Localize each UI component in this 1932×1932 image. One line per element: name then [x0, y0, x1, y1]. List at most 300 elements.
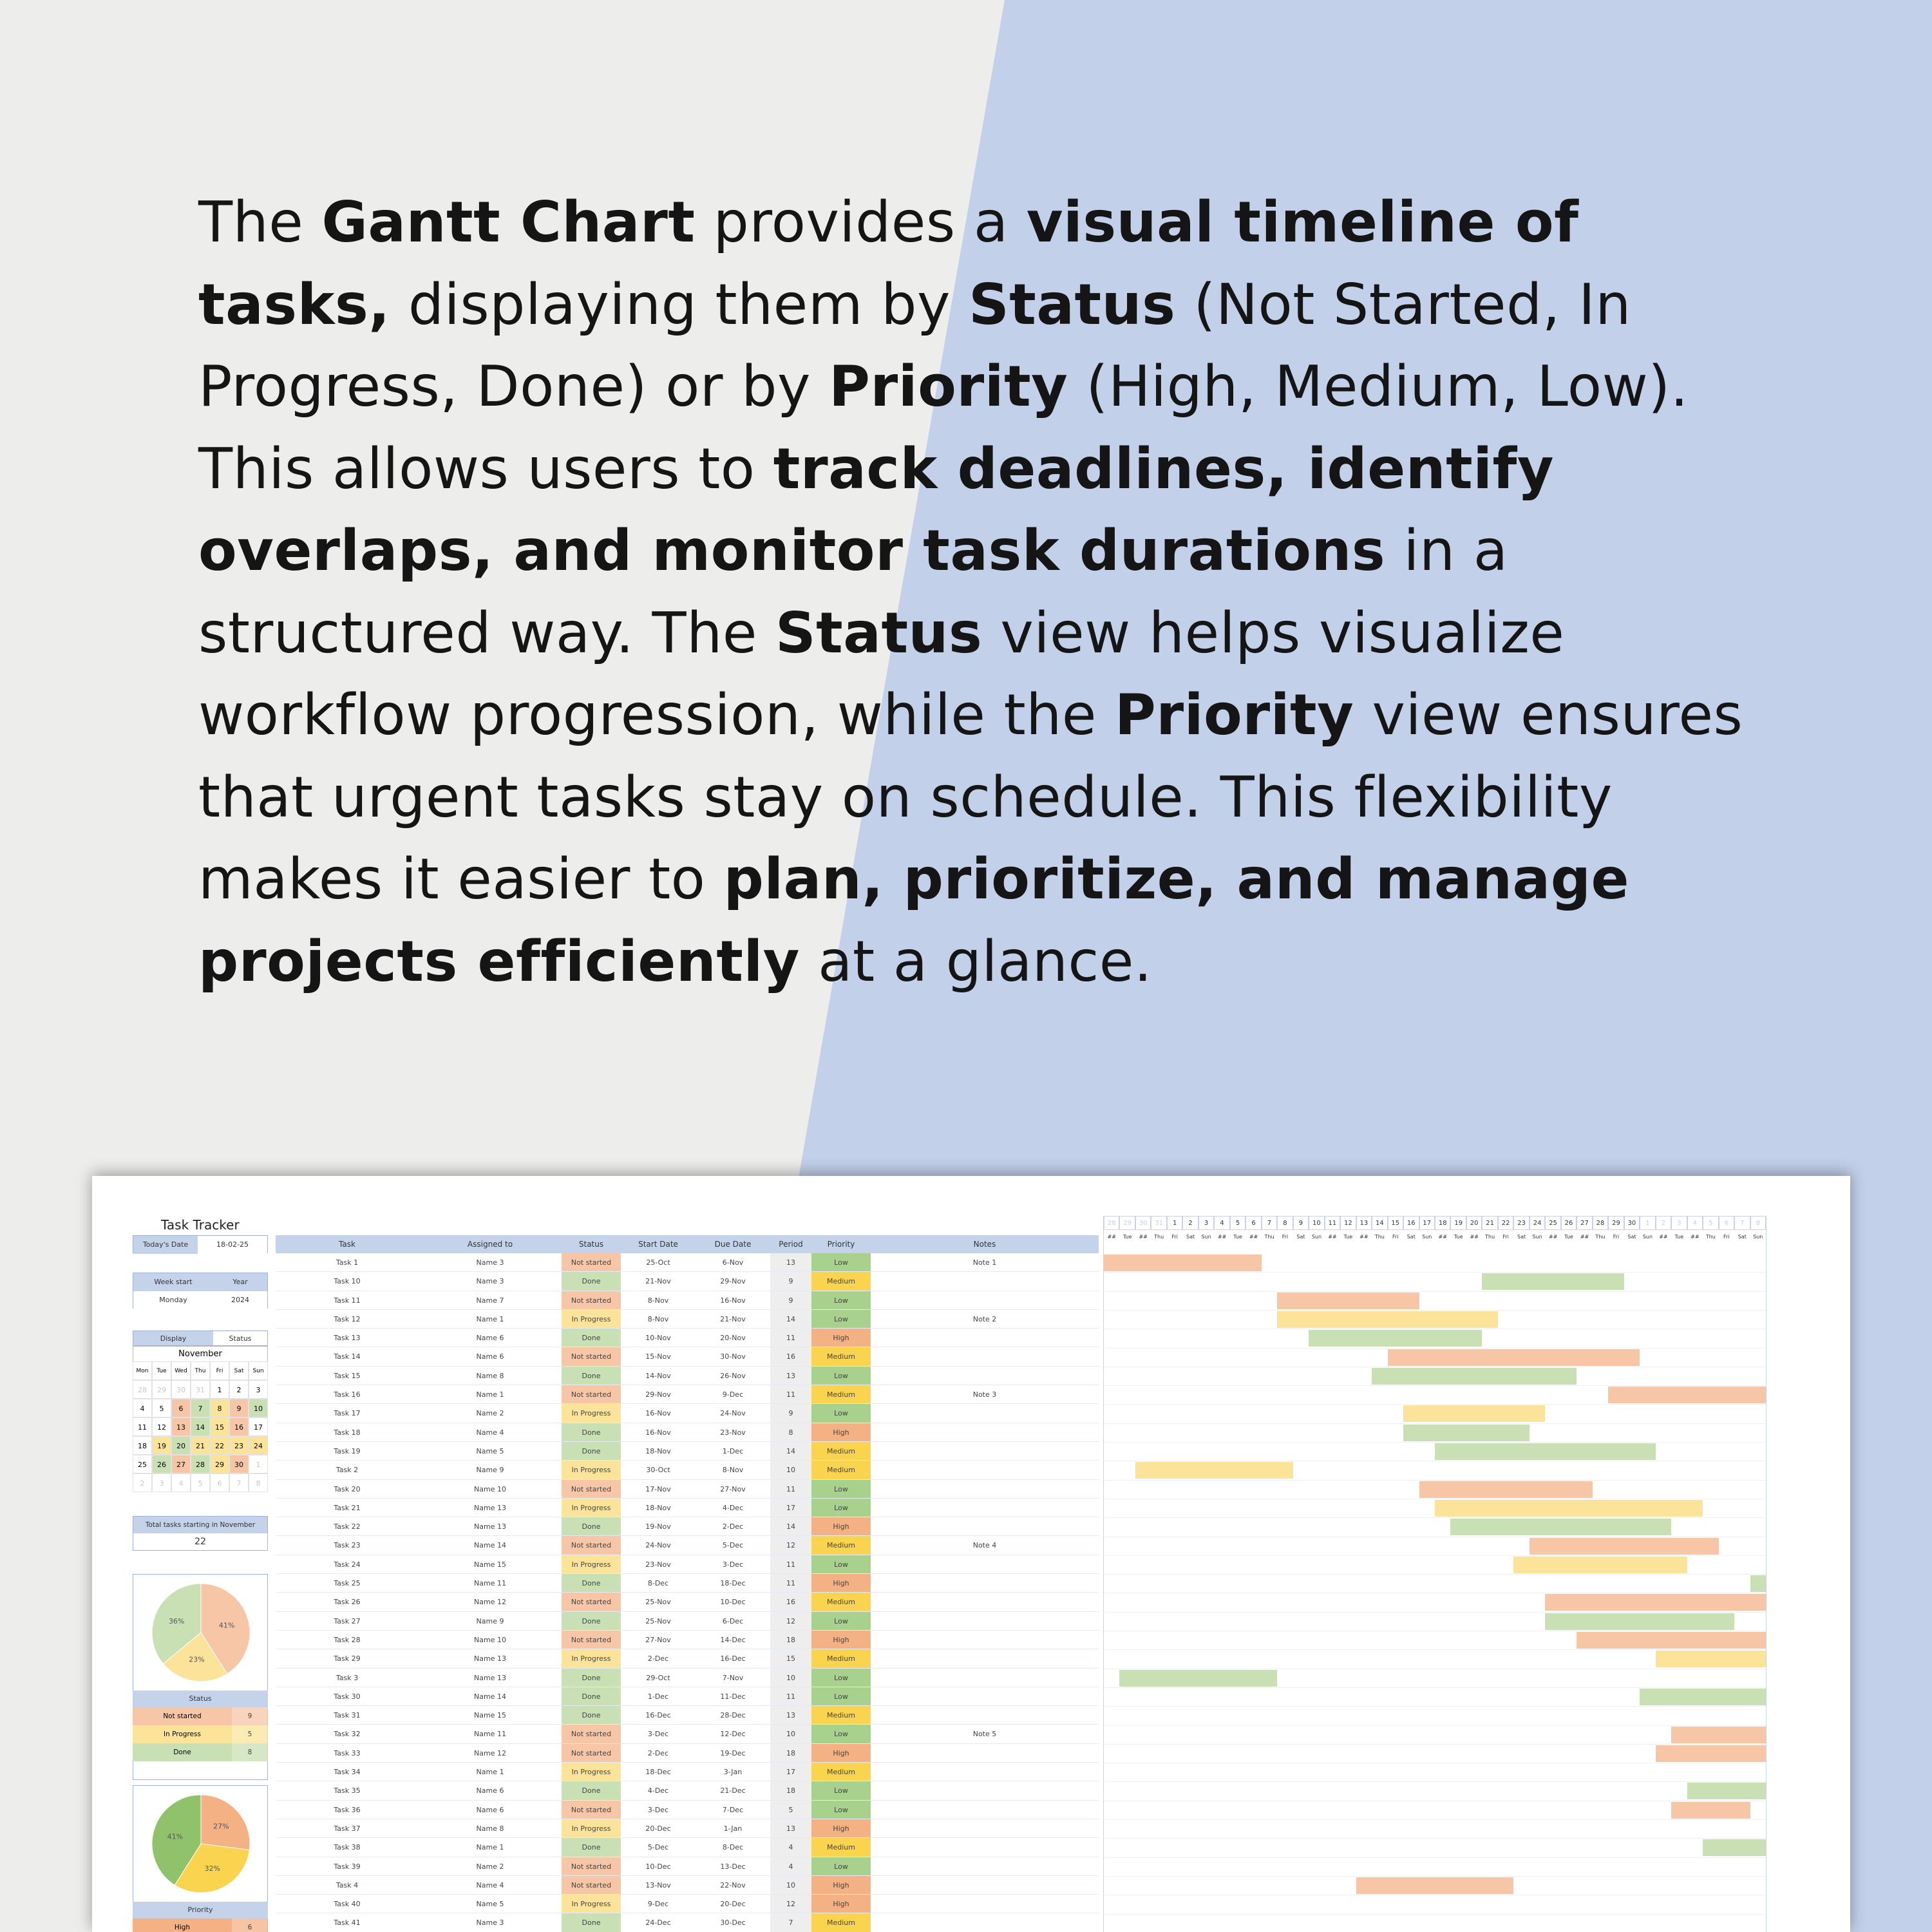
notes-cell[interactable]: Note 1 [972, 1258, 997, 1267]
gantt-bar[interactable] [1656, 1745, 1766, 1762]
due-date-cell[interactable]: 30-Dec [720, 1918, 746, 1927]
assigned-cell[interactable]: Name 10 [474, 1484, 506, 1493]
calendar-day[interactable]: 21 [191, 1436, 210, 1455]
task-cell[interactable]: Task 18 [334, 1428, 361, 1437]
priority-cell[interactable]: Low [811, 1781, 871, 1799]
due-date-cell[interactable]: 19-Dec [720, 1748, 746, 1757]
gantt-bar[interactable] [1119, 1670, 1277, 1687]
priority-cell[interactable]: High [811, 1819, 871, 1837]
start-date-cell[interactable]: 16-Nov [645, 1409, 671, 1418]
priority-cell[interactable]: Medium [811, 1593, 871, 1611]
calendar-day[interactable]: 16 [229, 1417, 249, 1436]
notes-cell[interactable]: Note 2 [972, 1314, 997, 1323]
calendar-day[interactable]: 31 [191, 1380, 210, 1399]
table-row[interactable] [276, 1310, 1099, 1329]
status-cell[interactable]: Done [562, 1517, 621, 1535]
calendar-day[interactable]: 1 [210, 1380, 229, 1399]
task-cell[interactable]: Task 19 [334, 1446, 361, 1455]
assigned-cell[interactable]: Name 14 [474, 1541, 506, 1550]
calendar-day[interactable]: 29 [152, 1380, 171, 1399]
notes-cell[interactable] [871, 1612, 1099, 1630]
notes-cell[interactable] [871, 1272, 1099, 1290]
assigned-cell[interactable]: Name 1 [476, 1843, 504, 1852]
assigned-cell[interactable]: Name 2 [476, 1409, 504, 1418]
period-cell[interactable]: 18 [770, 1744, 811, 1762]
status-cell[interactable]: In Progress [562, 1555, 621, 1573]
start-date-cell[interactable]: 4-Dec [647, 1786, 669, 1795]
due-date-cell[interactable]: 6-Nov [722, 1258, 744, 1267]
calendar-day[interactable]: 7 [191, 1399, 210, 1417]
table-row[interactable] [276, 1876, 1099, 1895]
priority-cell[interactable]: Medium [811, 1385, 871, 1403]
assigned-cell[interactable]: Name 7 [476, 1296, 504, 1305]
status-cell[interactable]: In Progress [562, 1404, 621, 1422]
calendar-day[interactable]: 10 [249, 1399, 268, 1417]
notes-cell[interactable] [871, 1781, 1099, 1799]
status-cell[interactable]: Not started [562, 1631, 621, 1649]
status-cell[interactable]: Not started [562, 1744, 621, 1762]
table-row[interactable] [276, 1574, 1099, 1593]
status-cell[interactable]: Not started [562, 1536, 621, 1554]
calendar-day[interactable]: 5 [191, 1473, 210, 1492]
status-cell[interactable]: Done [562, 1706, 621, 1724]
period-cell[interactable]: 4 [770, 1857, 811, 1875]
status-cell[interactable]: Done [562, 1442, 621, 1460]
table-row[interactable] [276, 1857, 1099, 1876]
display-select[interactable]: Status [213, 1331, 267, 1345]
task-cell[interactable]: Task 16 [334, 1390, 361, 1399]
status-cell[interactable]: Not started [562, 1593, 621, 1611]
table-row[interactable] [276, 1781, 1099, 1800]
calendar-day[interactable]: 11 [133, 1417, 152, 1436]
period-cell[interactable]: 13 [770, 1706, 811, 1724]
notes-cell[interactable] [871, 1895, 1099, 1913]
calendar-day[interactable]: 7 [229, 1473, 249, 1492]
calendar-day[interactable]: 24 [249, 1436, 268, 1455]
table-row[interactable] [276, 1669, 1099, 1687]
calendar-day[interactable]: 12 [152, 1417, 171, 1436]
period-cell[interactable]: 10 [770, 1669, 811, 1687]
due-date-cell[interactable]: 18-Dec [720, 1579, 746, 1588]
priority-cell[interactable]: High [811, 1876, 871, 1894]
priority-cell[interactable]: Low [811, 1499, 871, 1517]
gantt-bar[interactable] [1640, 1689, 1766, 1705]
status-cell[interactable]: In Progress [562, 1310, 621, 1328]
priority-cell[interactable]: Low [811, 1291, 871, 1309]
task-cell[interactable]: Task 22 [334, 1522, 361, 1531]
task-cell[interactable]: Task 3 [336, 1673, 359, 1682]
notes-cell[interactable] [871, 1517, 1099, 1535]
assigned-cell[interactable]: Name 8 [476, 1371, 504, 1380]
assigned-cell[interactable]: Name 1 [476, 1390, 504, 1399]
table-row[interactable] [276, 1367, 1099, 1385]
period-cell[interactable]: 13 [770, 1253, 811, 1271]
start-date-cell[interactable]: 17-Nov [645, 1484, 671, 1493]
calendar-day[interactable]: 3 [249, 1380, 268, 1399]
gantt-bar[interactable] [1656, 1651, 1766, 1667]
notes-cell[interactable] [871, 1442, 1099, 1460]
table-row[interactable] [276, 1725, 1099, 1743]
gantt-bar[interactable] [1419, 1481, 1593, 1498]
task-cell[interactable]: Task 38 [334, 1843, 361, 1852]
status-cell[interactable]: Not started [562, 1291, 621, 1309]
period-cell[interactable]: 10 [770, 1725, 811, 1743]
status-cell[interactable]: In Progress [562, 1499, 621, 1517]
assigned-cell[interactable]: Name 6 [476, 1334, 504, 1343]
calendar-day[interactable]: 29 [210, 1455, 229, 1473]
calendar-day[interactable]: 23 [229, 1436, 249, 1455]
calendar-day[interactable]: 13 [171, 1417, 191, 1436]
table-row[interactable] [276, 1649, 1099, 1668]
status-cell[interactable]: Not started [562, 1385, 621, 1403]
due-date-cell[interactable]: 2-Dec [722, 1522, 744, 1531]
priority-cell[interactable]: Low [811, 1253, 871, 1271]
table-row[interactable] [276, 1706, 1099, 1725]
gantt-bar[interactable] [1545, 1594, 1766, 1611]
period-cell[interactable]: 9 [770, 1291, 811, 1309]
status-cell[interactable]: Not started [562, 1347, 621, 1365]
calendar-day[interactable]: 27 [171, 1455, 191, 1473]
due-date-cell[interactable]: 16-Dec [720, 1654, 746, 1663]
assigned-cell[interactable]: Name 4 [476, 1880, 504, 1889]
task-cell[interactable]: Task 37 [334, 1824, 361, 1833]
due-date-cell[interactable]: 6-Dec [722, 1616, 744, 1625]
period-cell[interactable]: 14 [770, 1442, 811, 1460]
assigned-cell[interactable]: Name 2 [476, 1862, 504, 1871]
table-row[interactable] [276, 1631, 1099, 1649]
start-date-cell[interactable]: 3-Dec [647, 1730, 669, 1739]
priority-cell[interactable]: Low [811, 1687, 871, 1705]
start-date-cell[interactable]: 10-Dec [645, 1862, 671, 1871]
notes-cell[interactable] [871, 1499, 1099, 1517]
due-date-cell[interactable]: 3-Dec [722, 1560, 744, 1569]
notes-cell[interactable] [871, 1347, 1099, 1365]
calendar-day[interactable]: 8 [249, 1473, 268, 1492]
period-cell[interactable]: 12 [770, 1895, 811, 1913]
priority-cell[interactable]: Medium [811, 1272, 871, 1290]
table-row[interactable] [276, 1536, 1099, 1555]
period-cell[interactable]: 9 [770, 1404, 811, 1422]
period-cell[interactable]: 11 [770, 1555, 811, 1573]
notes-cell[interactable] [871, 1574, 1099, 1592]
week-start-select[interactable]: Monday [133, 1291, 213, 1309]
assigned-cell[interactable]: Name 4 [476, 1428, 504, 1437]
table-row[interactable] [276, 1895, 1099, 1913]
task-cell[interactable]: Task 12 [334, 1314, 361, 1323]
start-date-cell[interactable]: 15-Nov [645, 1352, 671, 1361]
gantt-bar[interactable] [1277, 1311, 1498, 1328]
period-cell[interactable]: 18 [770, 1631, 811, 1649]
start-date-cell[interactable]: 10-Nov [645, 1334, 671, 1343]
period-cell[interactable]: 14 [770, 1517, 811, 1535]
table-row[interactable] [276, 1442, 1099, 1461]
notes-cell[interactable] [871, 1329, 1099, 1347]
task-cell[interactable]: Task 41 [334, 1918, 361, 1927]
table-row[interactable] [276, 1801, 1099, 1819]
calendar-day[interactable]: 3 [152, 1473, 171, 1492]
calendar-day[interactable]: 18 [133, 1436, 152, 1455]
gantt-bar[interactable] [1435, 1443, 1656, 1460]
gantt-bar[interactable] [1545, 1613, 1734, 1630]
period-cell[interactable]: 7 [770, 1913, 811, 1931]
notes-cell[interactable] [871, 1593, 1099, 1611]
status-cell[interactable]: Done [562, 1687, 621, 1705]
assigned-cell[interactable]: Name 9 [476, 1616, 504, 1625]
assigned-cell[interactable]: Name 5 [476, 1446, 504, 1455]
start-date-cell[interactable]: 16-Dec [645, 1711, 671, 1720]
table-row[interactable] [276, 1517, 1099, 1536]
calendar-day[interactable]: 14 [191, 1417, 210, 1436]
task-cell[interactable]: Task 35 [334, 1786, 361, 1795]
period-cell[interactable]: 11 [770, 1385, 811, 1403]
todays-date-value[interactable]: 18-02-25 [198, 1236, 267, 1254]
task-cell[interactable]: Task 39 [334, 1862, 361, 1871]
due-date-cell[interactable]: 5-Dec [722, 1541, 744, 1550]
priority-cell[interactable]: Low [811, 1555, 871, 1573]
priority-cell[interactable]: High [811, 1744, 871, 1762]
priority-cell[interactable]: Low [811, 1310, 871, 1328]
period-cell[interactable]: 18 [770, 1781, 811, 1799]
calendar-day[interactable]: 4 [171, 1473, 191, 1492]
due-date-cell[interactable]: 1-Dec [722, 1446, 744, 1455]
status-cell[interactable]: In Progress [562, 1819, 621, 1837]
due-date-cell[interactable]: 4-Dec [722, 1503, 744, 1512]
notes-cell[interactable] [871, 1819, 1099, 1837]
calendar-day[interactable]: 28 [133, 1380, 152, 1399]
due-date-cell[interactable]: 16-Nov [720, 1296, 746, 1305]
start-date-cell[interactable]: 8-Nov [647, 1314, 669, 1323]
period-cell[interactable]: 13 [770, 1819, 811, 1837]
priority-cell[interactable]: Medium [811, 1536, 871, 1554]
status-cell[interactable]: Not started [562, 1480, 621, 1498]
task-cell[interactable]: Task 4 [336, 1880, 359, 1889]
table-row[interactable] [276, 1385, 1099, 1404]
calendar-day[interactable]: 19 [152, 1436, 171, 1455]
status-cell[interactable]: In Progress [562, 1461, 621, 1479]
assigned-cell[interactable]: Name 15 [474, 1560, 506, 1569]
start-date-cell[interactable]: 3-Dec [647, 1805, 669, 1814]
gantt-bar[interactable] [1435, 1500, 1703, 1517]
due-date-cell[interactable]: 7-Nov [722, 1673, 744, 1682]
notes-cell[interactable] [871, 1649, 1099, 1667]
assigned-cell[interactable]: Name 13 [474, 1654, 506, 1663]
assigned-cell[interactable]: Name 1 [476, 1314, 504, 1323]
period-cell[interactable]: 10 [770, 1876, 811, 1894]
due-date-cell[interactable]: 23-Nov [720, 1428, 746, 1437]
table-row[interactable] [276, 1819, 1099, 1838]
gantt-bar[interactable] [1703, 1839, 1766, 1856]
start-date-cell[interactable]: 2-Dec [647, 1748, 669, 1757]
due-date-cell[interactable]: 29-Nov [720, 1277, 746, 1286]
task-cell[interactable]: Task 26 [334, 1598, 361, 1607]
due-date-cell[interactable]: 28-Dec [720, 1711, 746, 1720]
calendar-day[interactable]: 6 [210, 1473, 229, 1492]
assigned-cell[interactable]: Name 13 [474, 1522, 506, 1531]
period-cell[interactable]: 11 [770, 1480, 811, 1498]
assigned-cell[interactable]: Name 1 [476, 1768, 504, 1777]
assigned-cell[interactable]: Name 15 [474, 1711, 506, 1720]
priority-cell[interactable]: Low [811, 1669, 871, 1687]
assigned-cell[interactable]: Name 12 [474, 1598, 506, 1607]
status-cell[interactable]: Not started [562, 1253, 621, 1271]
priority-cell[interactable]: Medium [811, 1706, 871, 1724]
table-row[interactable] [276, 1838, 1099, 1857]
assigned-cell[interactable]: Name 3 [476, 1918, 504, 1927]
task-cell[interactable]: Task 13 [334, 1334, 361, 1343]
assigned-cell[interactable]: Name 6 [476, 1786, 504, 1795]
due-date-cell[interactable]: 12-Dec [720, 1730, 746, 1739]
table-row[interactable] [276, 1913, 1099, 1932]
priority-cell[interactable]: Low [811, 1612, 871, 1630]
priority-cell[interactable]: Medium [811, 1347, 871, 1365]
gantt-bar[interactable] [1608, 1387, 1766, 1403]
calendar-day[interactable]: 26 [152, 1455, 171, 1473]
gantt-bar[interactable] [1687, 1783, 1766, 1799]
table-row[interactable] [276, 1461, 1099, 1479]
status-cell[interactable]: Done [562, 1781, 621, 1799]
priority-cell[interactable]: Low [811, 1801, 871, 1819]
priority-cell[interactable]: High [811, 1574, 871, 1592]
notes-cell[interactable] [871, 1801, 1099, 1819]
start-date-cell[interactable]: 5-Dec [647, 1843, 669, 1852]
period-cell[interactable]: 11 [770, 1574, 811, 1592]
notes-cell[interactable] [871, 1706, 1099, 1724]
task-cell[interactable]: Task 36 [334, 1805, 361, 1814]
due-date-cell[interactable]: 11-Dec [720, 1692, 746, 1701]
calendar-day[interactable]: 4 [133, 1399, 152, 1417]
due-date-cell[interactable]: 24-Nov [720, 1409, 746, 1418]
gantt-bar[interactable] [1671, 1727, 1766, 1743]
period-cell[interactable]: 14 [770, 1310, 811, 1328]
table-row[interactable] [276, 1272, 1099, 1291]
start-date-cell[interactable]: 21-Nov [645, 1277, 671, 1286]
gantt-bar[interactable] [1450, 1519, 1671, 1535]
gantt-bar[interactable] [1135, 1462, 1293, 1479]
status-cell[interactable]: Done [562, 1669, 621, 1687]
period-cell[interactable]: 16 [770, 1593, 811, 1611]
due-date-cell[interactable]: 21-Nov [720, 1314, 746, 1323]
period-cell[interactable]: 13 [770, 1367, 811, 1385]
task-cell[interactable]: Task 24 [334, 1560, 361, 1569]
calendar-day[interactable]: 22 [210, 1436, 229, 1455]
period-cell[interactable]: 10 [770, 1461, 811, 1479]
gantt-bar[interactable] [1356, 1877, 1514, 1894]
assigned-cell[interactable]: Name 12 [474, 1748, 506, 1757]
due-date-cell[interactable]: 20-Dec [720, 1900, 746, 1909]
period-cell[interactable]: 5 [770, 1801, 811, 1819]
start-date-cell[interactable]: 29-Oct [646, 1673, 670, 1682]
period-cell[interactable]: 11 [770, 1329, 811, 1347]
assigned-cell[interactable]: Name 13 [474, 1673, 506, 1682]
calendar-day[interactable]: 30 [229, 1455, 249, 1473]
task-cell[interactable]: Task 34 [334, 1768, 361, 1777]
assigned-cell[interactable]: Name 9 [476, 1466, 504, 1475]
priority-cell[interactable]: High [811, 1517, 871, 1535]
priority-cell[interactable]: Low [811, 1725, 871, 1743]
status-cell[interactable]: In Progress [562, 1763, 621, 1781]
priority-cell[interactable]: Medium [811, 1838, 871, 1856]
gantt-bar[interactable] [1530, 1538, 1719, 1555]
table-row[interactable] [276, 1555, 1099, 1574]
period-cell[interactable]: 12 [770, 1612, 811, 1630]
due-date-cell[interactable]: 14-Dec [720, 1635, 746, 1644]
status-cell[interactable]: Done [562, 1574, 621, 1592]
start-date-cell[interactable]: 2-Dec [647, 1654, 669, 1663]
status-cell[interactable]: Not started [562, 1725, 621, 1743]
period-cell[interactable]: 4 [770, 1838, 811, 1856]
period-cell[interactable]: 8 [770, 1423, 811, 1441]
status-cell[interactable]: In Progress [562, 1649, 621, 1667]
period-cell[interactable]: 16 [770, 1347, 811, 1365]
due-date-cell[interactable]: 20-Nov [720, 1334, 746, 1343]
priority-cell[interactable]: High [811, 1329, 871, 1347]
status-cell[interactable]: Done [562, 1367, 621, 1385]
assigned-cell[interactable]: Name 5 [476, 1900, 504, 1909]
notes-cell[interactable] [871, 1669, 1099, 1687]
assigned-cell[interactable]: Name 11 [474, 1730, 506, 1739]
calendar-day[interactable]: 5 [152, 1399, 171, 1417]
gantt-bar[interactable] [1750, 1575, 1766, 1592]
assigned-cell[interactable]: Name 6 [476, 1805, 504, 1814]
notes-cell[interactable] [871, 1687, 1099, 1705]
period-cell[interactable]: 17 [770, 1499, 811, 1517]
task-cell[interactable]: Task 40 [334, 1900, 361, 1909]
table-row[interactable] [276, 1423, 1099, 1442]
task-cell[interactable]: Task 11 [334, 1296, 361, 1305]
status-cell[interactable]: Done [562, 1329, 621, 1347]
priority-cell[interactable]: Medium [811, 1461, 871, 1479]
gantt-bar[interactable] [1372, 1368, 1577, 1385]
start-date-cell[interactable]: 27-Nov [645, 1635, 671, 1644]
calendar-day[interactable]: 1 [249, 1455, 268, 1473]
gantt-bar[interactable] [1513, 1557, 1687, 1573]
notes-cell[interactable] [871, 1876, 1099, 1894]
status-cell[interactable]: Done [562, 1612, 621, 1630]
assigned-cell[interactable]: Name 13 [474, 1503, 506, 1512]
priority-cell[interactable]: Low [811, 1404, 871, 1422]
period-cell[interactable]: 9 [770, 1272, 811, 1290]
start-date-cell[interactable]: 29-Nov [645, 1390, 671, 1399]
status-cell[interactable]: In Progress [562, 1895, 621, 1913]
start-date-cell[interactable]: 24-Nov [645, 1541, 671, 1550]
due-date-cell[interactable]: 22-Nov [720, 1880, 746, 1889]
due-date-cell[interactable]: 30-Nov [720, 1352, 746, 1361]
start-date-cell[interactable]: 14-Nov [645, 1371, 671, 1380]
notes-cell[interactable] [871, 1367, 1099, 1385]
assigned-cell[interactable]: Name 14 [474, 1692, 506, 1701]
start-date-cell[interactable]: 20-Dec [645, 1824, 671, 1833]
priority-cell[interactable]: Low [811, 1367, 871, 1385]
notes-cell[interactable] [871, 1763, 1099, 1781]
task-cell[interactable]: Task 20 [334, 1484, 361, 1493]
due-date-cell[interactable]: 3-Jan [723, 1768, 743, 1777]
due-date-cell[interactable]: 8-Dec [722, 1843, 744, 1852]
notes-cell[interactable]: Note 4 [972, 1541, 997, 1550]
gantt-bar[interactable] [1482, 1273, 1624, 1290]
due-date-cell[interactable]: 26-Nov [720, 1371, 746, 1380]
priority-cell[interactable]: Medium [811, 1442, 871, 1460]
assigned-cell[interactable]: Name 3 [476, 1277, 504, 1286]
table-row[interactable] [276, 1291, 1099, 1310]
priority-cell[interactable]: Medium [811, 1913, 871, 1931]
start-date-cell[interactable]: 19-Nov [645, 1522, 671, 1531]
due-date-cell[interactable]: 10-Dec [720, 1598, 746, 1607]
task-cell[interactable]: Task 15 [334, 1371, 361, 1380]
task-cell[interactable]: Task 30 [334, 1692, 361, 1701]
task-cell[interactable]: Task 27 [334, 1616, 361, 1625]
task-cell[interactable]: Task 17 [334, 1409, 361, 1418]
start-date-cell[interactable]: 8-Nov [647, 1296, 669, 1305]
